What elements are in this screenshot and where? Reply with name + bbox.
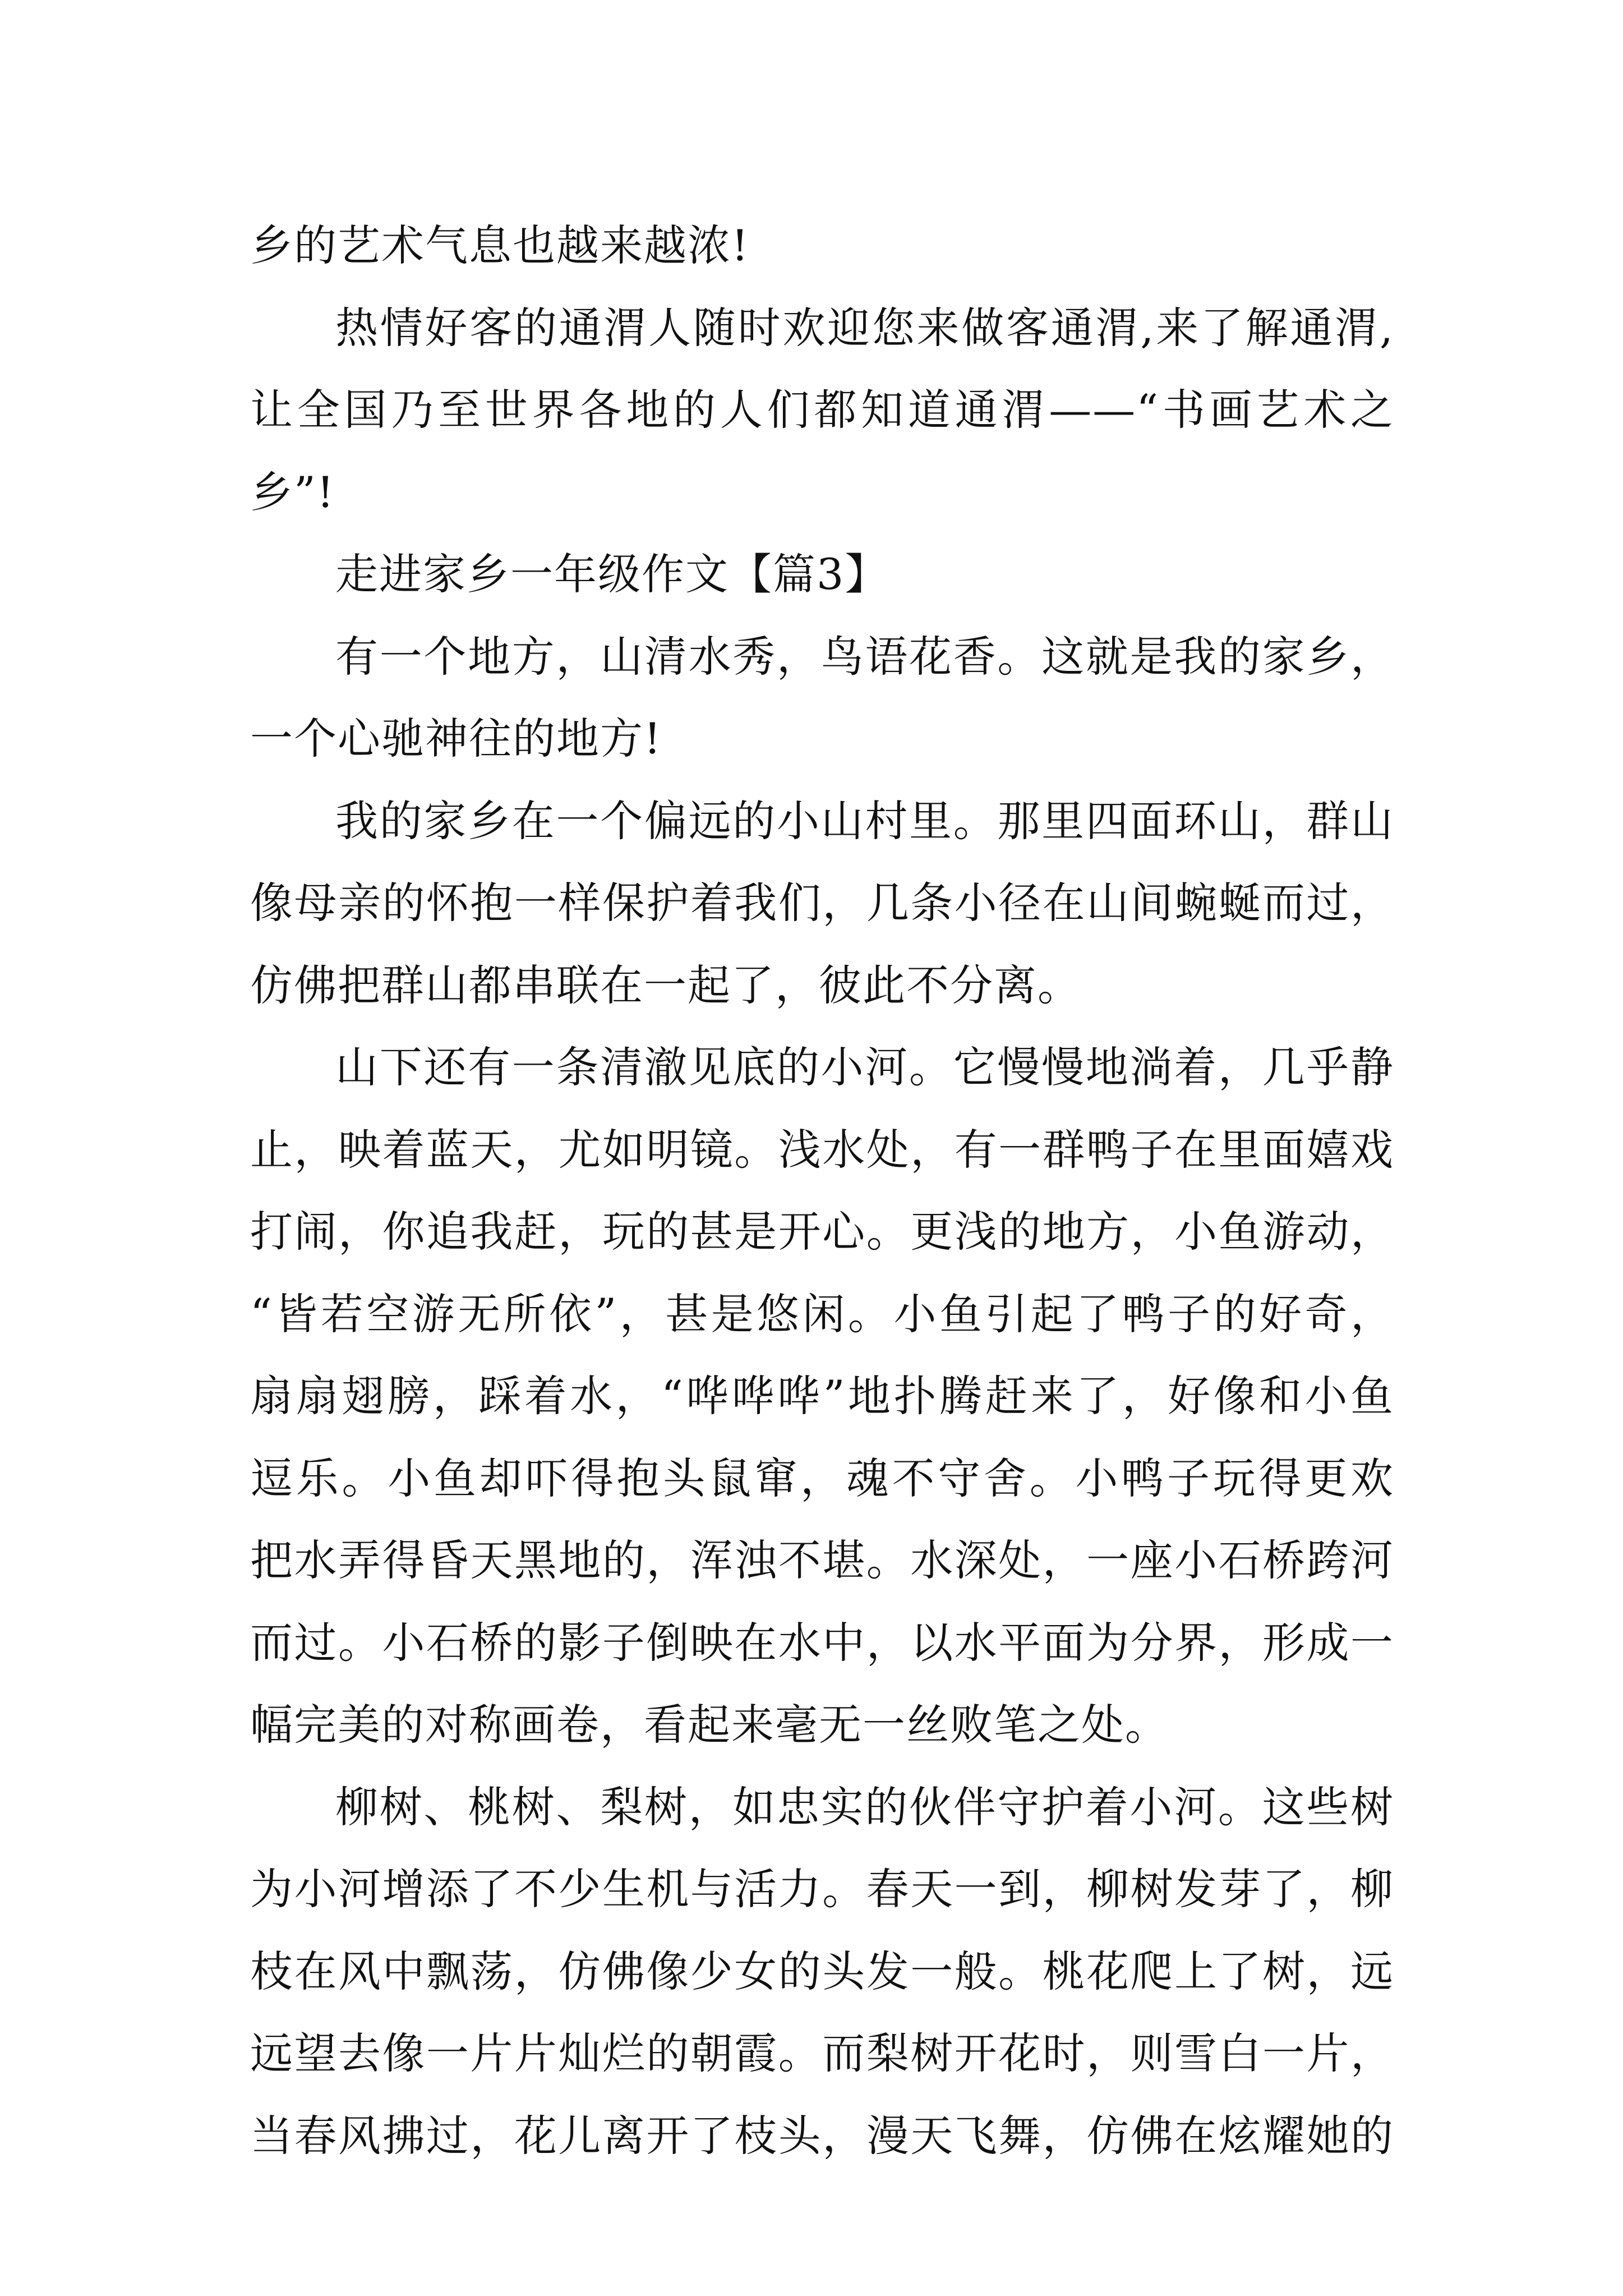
text-line-12: 止，映着蓝天，尤如明镜。浅水处，有一群鸭子在里面嬉戏 bbox=[250, 1124, 1394, 1175]
text-line-18: 而过。小石桥的影子倒映在水中，以水平面为分界，形成一 bbox=[250, 1617, 1394, 1668]
text-line-17: 把水弄得昏天黑地的，浑浊不堪。水深处，一座小石桥跨河 bbox=[250, 1535, 1394, 1585]
text-line-10: 仿佛把群山都串联在一起了，彼此不分离。 bbox=[250, 960, 1081, 1010]
text-line-13: 打闹，你追我赶，玩的甚是开心。更浅的地方，小鱼游动， bbox=[250, 1207, 1394, 1257]
text-line-11: 山下还有一条清澈见底的小河。它慢慢地淌着，几乎静 bbox=[335, 1042, 1394, 1092]
text-line-22: 枝在风中飘荡，仿佛像少女的头发一般。桃花爬上了树，远 bbox=[250, 1946, 1394, 1996]
text-line-14: “皆若空游无所依”，甚是悠闲。小鱼引起了鸭子的好奇， bbox=[250, 1289, 1394, 1339]
text-line-21: 为小河增添了不少生机与活力。春天一到，柳树发芽了，柳 bbox=[250, 1864, 1394, 1914]
text-line-6: 有一个地方，山清水秀，鸟语花香。这就是我的家乡， bbox=[335, 631, 1394, 682]
text-line-24: 当春风拂过，花儿离开了枝头，漫天飞舞，仿佛在炫耀她的 bbox=[250, 2110, 1394, 2161]
text-line-2: 热情好客的通渭人随时欢迎您来做客通渭,来了解通渭, bbox=[335, 302, 1394, 353]
text-line-8: 我的家乡在一个偏远的小山村里。那里四面环山，群山 bbox=[335, 795, 1394, 846]
text-line-20: 柳树、桃树、梨树，如忠实的伙伴守护着小河。这些树 bbox=[335, 1782, 1394, 1832]
section-heading: 走进家乡一年级作文【篇3】 bbox=[335, 549, 889, 599]
text-line-1: 乡的艺术气息也越来越浓! bbox=[250, 220, 750, 270]
text-line-9: 像母亲的怀抱一样保护着我们，几条小径在山间蜿蜒而过， bbox=[250, 878, 1394, 928]
text-line-23: 远望去像一片片灿烂的朝霞。而梨树开花时，则雪白一片， bbox=[250, 2028, 1394, 2078]
text-line-16: 逗乐。小鱼却吓得抱头鼠窜，魂不守舍。小鸭子玩得更欢 bbox=[250, 1453, 1394, 1503]
text-line-19: 幅完美的对称画卷，看起来毫无一丝败笔之处。 bbox=[250, 1700, 1169, 1750]
document-body bbox=[250, 205, 1394, 2177]
text-line-7: 一个心驰神往的地方! bbox=[250, 714, 662, 763]
text-line-4: 乡”! bbox=[250, 467, 335, 517]
text-line-15: 扇扇翅膀，踩着水，“哗哗哗”地扑腾赶来了，好像和小鱼 bbox=[250, 1371, 1394, 1421]
text-line-3: 让全国乃至世界各地的人们都知道通渭——“书画艺术之 bbox=[250, 385, 1394, 435]
